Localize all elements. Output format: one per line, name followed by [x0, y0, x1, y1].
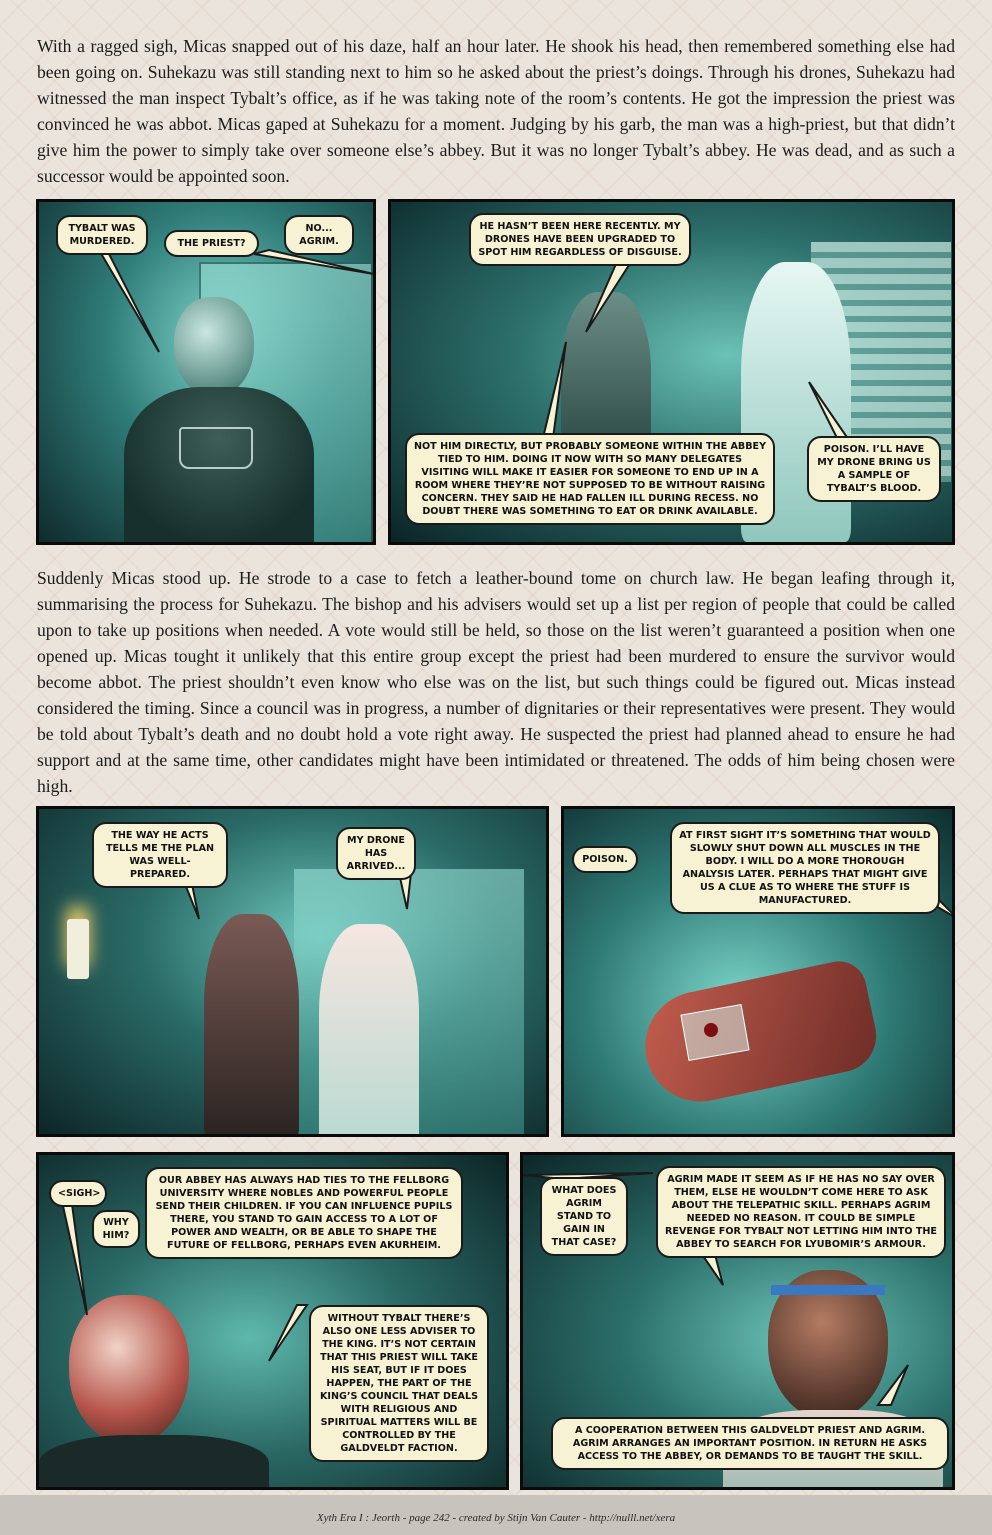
speech-bubble: TYBALT WAS MURDERED.: [56, 215, 148, 255]
speech-bubble: WHAT DOES AGRIM STAND TO GAIN IN THAT CASE?: [540, 1177, 628, 1256]
comic-panel-2: [388, 199, 955, 545]
story-paragraph-2: Suddenly Micas stood up. He strode to a case to fetch a leather-bound tome on church law. He began leafing through it, summarising the process for Suhekazu. The bishop and his advisers would set up a list per region of people that could be called upon to take up positions when needed. A vote would still be held, so those on the list weren’t guaranteed a position when one opened up. Micas tought it unlikely that this entire group except the priest had been murdered to ensure the survivor would become abbot. The priest shouldn’t even know who else was on the list, but such things could be figured out. Micas instead considered the timing. Since a council was in progress, a number of dignitaries or their representatives were present. They would be told about Tybalt’s death and no doubt hold a vote right away. He suspected the priest had planned ahead to ensure he had support and at the same time, other candidates might have been intimidated or threatened. The odds of him being chosen were high.: [37, 568, 955, 796]
comic-panel-5: [36, 1152, 509, 1490]
speech-bubble: OUR ABBEY HAS ALWAYS HAD TIES TO THE FELLBORG UNIVERSITY WHERE NOBLES AND POWERFUL PEOPLE SEND THEIR CHILDREN. IF YOU CAN INFLUENCE PUPILS THERE, YOU STAND TO GAIN ACCESS TO A LOT OF POWER AND WEALTH, OR BE ABLE TO SHAPE THE FUTURE OF FELLBORG, PERHAPS EVEN AKURHEIM.: [145, 1167, 463, 1259]
speech-bubble: AT FIRST SIGHT IT’S SOMETHING THAT WOULD SLOWLY SHUT DOWN ALL MUSCLES IN THE BODY. I WILL DO A MORE THOROUGH ANALYSIS LATER. PERHAPS THAT MIGHT GIVE US A CLUE AS TO WHERE THE STUFF IS MANUFACTURED.: [670, 822, 940, 914]
speech-bubble: MY DRONE HAS ARRIVED...: [336, 827, 416, 880]
speech-bubble: AGRIM MADE IT SEEM AS IF HE HAS NO SAY OVER THEM, ELSE HE WOULDN’T COME HERE TO ASK ABOUT THE TELEPATHIC SKILL. PERHAPS AGRIM NEEDED NO REASON. IT COULD BE SIMPLE REVENGE FOR TYBALT NOT LETTING HIM INTO THE ABBEY TO SEARCH FOR LYUBOMIR’S ARMOUR.: [656, 1166, 946, 1258]
speech-bubble: POISON. I’LL HAVE MY DRONE BRING US A SAMPLE OF TYBALT’S BLOOD.: [807, 436, 941, 502]
comic-panel-1: [36, 199, 376, 545]
page-credit: Xyth Era I : Jeorth - page 242 - created by Stijn Van Cauter - http://nulll.net/xera: [316, 1512, 676, 1524]
speech-bubble: WITHOUT TYBALT THERE’S ALSO ONE LESS ADVISER TO THE KING. IT’S NOT CERTAIN THAT THIS PRIEST WILL TAKE HIS SEAT, BUT IF IT DOES HAPPEN, THE PART OF THE KING’S COUNCIL THAT DEALS WITH RELIGIOUS AND SPIRITUAL MATTERS WILL BE CONTROLLED BY THE GALDVELDT FACTION.: [309, 1305, 489, 1462]
speech-bubble: HE HASN’T BEEN HERE RECENTLY. MY DRONES HAVE BEEN UPGRADED TO SPOT HIM REGARDLESS OF DISGUISE.: [469, 213, 691, 266]
story-paragraph-1: With a ragged sigh, Micas snapped out of his daze, half an hour later. He shook his head, then remembered something else had been going on. Suhekazu was still standing next to him so he asked about the priest’s doings. Through his drones, Suhekazu had witnessed the man inspect Tybalt’s office, as if he was taking note of the room’s contents. He got the impression the priest was convinced he was abbot. Micas gaped at Suhekazu for a moment. Judging by his garb, the man was a high-priest, but that didn’t give him the power to simply take over someone else’s abbey. But it was no longer Tybalt’s abbey. He was dead, and as such a successor would be appointed soon.: [37, 36, 955, 186]
speech-bubble: WHY HIM?: [92, 1210, 140, 1248]
speech-bubble: A COOPERATION BETWEEN THIS GALDVELDT PRIEST AND AGRIM. AGRIM ARRANGES AN IMPORTANT POSITION. IN RETURN HE ASKS ACCESS TO THE ABBEY, OR DEMANDS TO BE TAUGHT THE SKILL.: [551, 1417, 949, 1470]
comic-panel-6: [520, 1152, 955, 1490]
comic-panel-4: [561, 806, 955, 1137]
speech-bubble: POISON.: [572, 846, 638, 873]
comic-panel-3: [36, 806, 549, 1137]
speech-bubble: NOT HIM DIRECTLY, BUT PROBABLY SOMEONE WITHIN THE ABBEY TIED TO HIM. DOING IT NOW WITH SO MANY DELEGATES VISITING WILL MAKE IT EASIER FOR SOMEONE TO END UP IN A ROOM WHERE THEY’RE NOT SUPPOSED TO BE WITHOUT RAISING CONCERN. THEY SAID HE HAD FALLEN ILL DURING RECESS. NO DOUBT THERE WAS SOMETHING TO EAT OR DRINK AVAILABLE.: [405, 433, 775, 525]
speech-bubble: <SIGH>: [49, 1180, 107, 1207]
speech-bubble: NO... AGRIM.: [284, 215, 354, 255]
speech-bubble: THE WAY HE ACTS TELLS ME THE PLAN WAS WELL-PREPARED.: [92, 822, 228, 888]
speech-bubble: THE PRIEST?: [164, 230, 259, 257]
